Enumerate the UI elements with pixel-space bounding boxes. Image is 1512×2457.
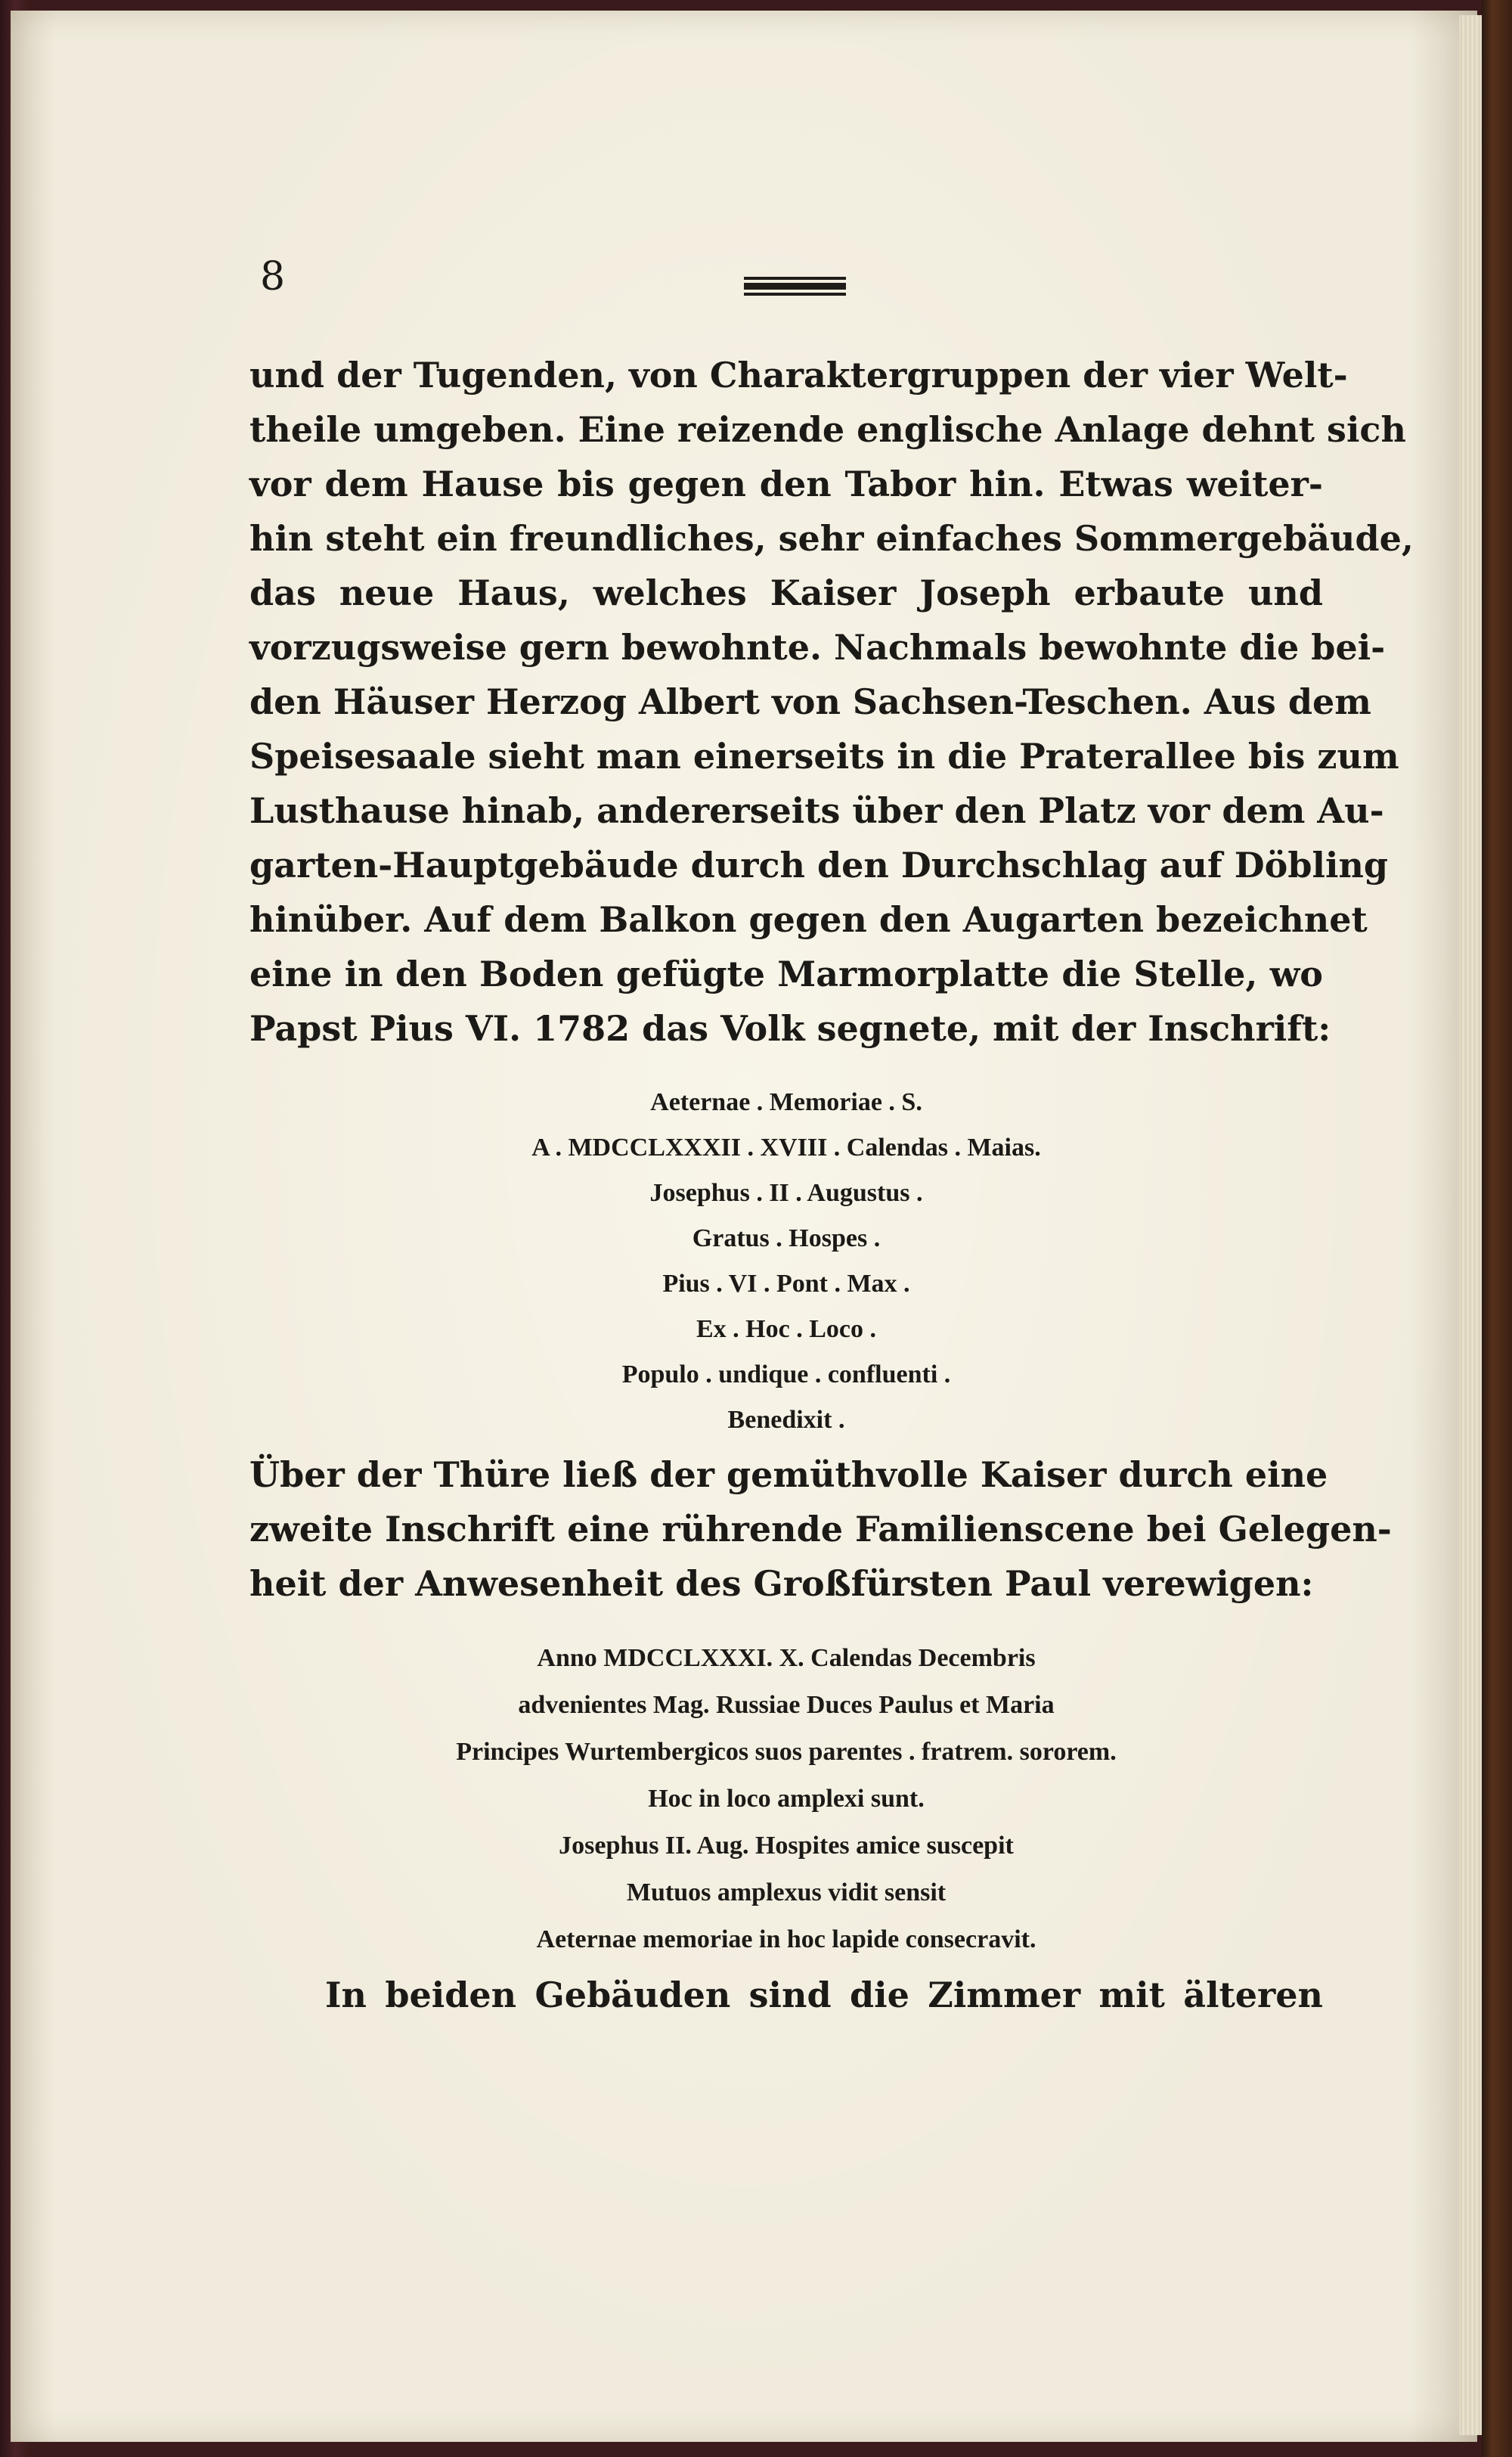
text-line: vorzugsweise gern bewohnte. Nachmals bewohnte die bei- bbox=[249, 627, 1386, 668]
book-page bbox=[11, 11, 1477, 2442]
text-line: theile umgeben. Eine reizende englische Anlage dehnt sich bbox=[249, 409, 1406, 450]
page-edge bbox=[1459, 15, 1482, 2435]
inscription-line: Principes Wurtembergicos suos parentes . fratrem. sororem. bbox=[456, 1738, 1117, 1766]
inscription-line: Josephus II. Aug. Hospites amice suscepit bbox=[559, 1832, 1014, 1860]
inscription-line: A . MDCCLXXXII . XVIII . Calendas . Maias. bbox=[531, 1134, 1041, 1162]
text-line: hinüber. Auf dem Balkon gegen den Augarten bezeichnet bbox=[249, 899, 1368, 940]
text-line: zweite Inschrift eine rührende Familienscene bei Gelegen- bbox=[249, 1509, 1392, 1550]
text-line: das neue Haus, welches Kaiser Joseph erbaute und bbox=[249, 572, 1323, 613]
text-line: den Häuser Herzog Albert von Sachsen-Teschen. Aus dem bbox=[249, 681, 1371, 722]
inscription-line: Gratus . Hospes . bbox=[692, 1224, 881, 1252]
book-cover-edge bbox=[1482, 0, 1512, 2457]
inscription-line: Ex . Hoc . Loco . bbox=[696, 1315, 876, 1343]
inscription-line: advenientes Mag. Russiae Duces Paulus et Maria bbox=[518, 1691, 1055, 1719]
text-line: heit der Anwesenheit des Großfürsten Paul verewigen: bbox=[249, 1563, 1314, 1604]
page-number: 8 bbox=[260, 254, 286, 299]
header-rule-ornament bbox=[744, 277, 846, 296]
inscription-line: Populo . undique . confluenti . bbox=[621, 1360, 951, 1388]
text-line: eine in den Boden gefügte Marmorplatte die Stelle, wo bbox=[249, 954, 1323, 994]
inscription-line: Aeternae memoriae in hoc lapide consecravit. bbox=[536, 1925, 1036, 1953]
text-line: und der Tugenden, von Charaktergruppen der vier Welt- bbox=[249, 355, 1348, 396]
text-line: Über der Thüre ließ der gemüthvolle Kaiser durch eine bbox=[249, 1454, 1328, 1495]
inscription-line: Aeternae . Memoriae . S. bbox=[650, 1088, 922, 1116]
text-line: Papst Pius VI. 1782 das Volk segnete, mit der Inschrift: bbox=[249, 1008, 1331, 1049]
text-line: In beiden Gebäuden sind die Zimmer mit älteren bbox=[325, 1975, 1323, 2015]
inscription-line: Hoc in loco amplexi sunt. bbox=[648, 1785, 925, 1813]
text-line: Speisesaale sieht man einerseits in die Praterallee bis zum bbox=[249, 736, 1399, 777]
inscription-line: Anno MDCCLXXXI. X. Calendas Decembris bbox=[537, 1644, 1036, 1672]
text-line: vor dem Hause bis gegen den Tabor hin. Etwas weiter- bbox=[249, 464, 1323, 504]
inscription-line: Benedixit . bbox=[727, 1406, 845, 1434]
inscription-line: Josephus . II . Augustus . bbox=[649, 1179, 923, 1207]
text-line: hin steht ein freundliches, sehr einfaches Sommergebäude, bbox=[249, 518, 1414, 559]
inscription-line: Pius . VI . Pont . Max . bbox=[662, 1270, 910, 1298]
inscription-line: Mutuos amplexus vidit sensit bbox=[626, 1878, 947, 1906]
text-line: Lusthause hinab, andererseits über den Platz vor dem Au- bbox=[249, 790, 1384, 831]
text-line: garten-Hauptgebäude durch den Durchschlag auf Döbling bbox=[249, 845, 1389, 886]
